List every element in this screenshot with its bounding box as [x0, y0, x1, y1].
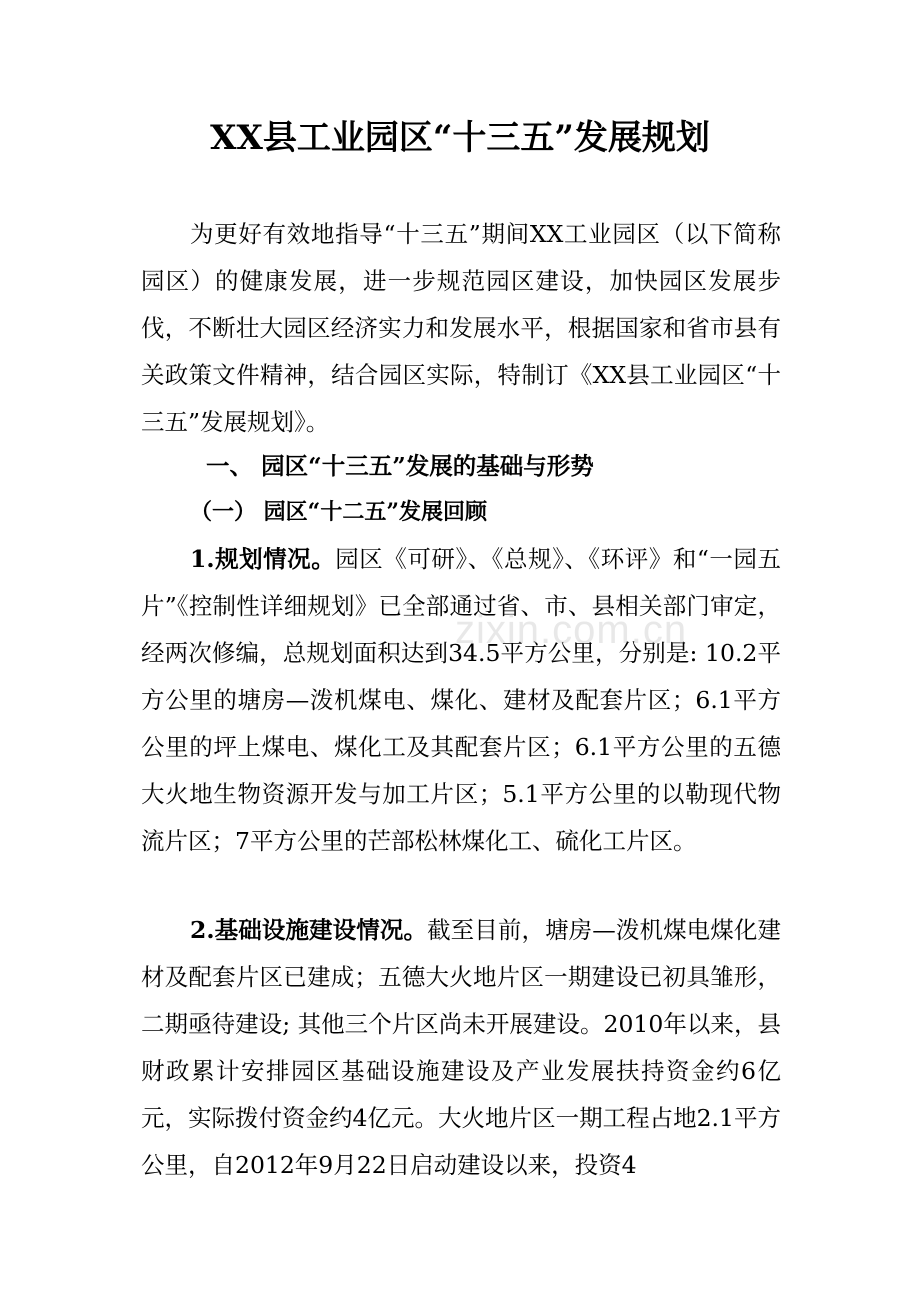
infrastructure-lead: 2.基础设施建设情况。	[190, 916, 428, 944]
section-heading: 一、 园区“十三五”发展的基础与形势	[206, 452, 594, 480]
planning-paragraph	[141, 536, 781, 865]
infrastructure-paragraph	[141, 907, 781, 1189]
planning-lead: 1.规划情况。	[190, 545, 336, 573]
document-title: XX县工业园区“十三五”发展规划	[210, 118, 710, 158]
infrastructure-text: 截至目前，塘房—泼机煤电煤化建材及配套片区已建成；五德大火地片区一期建设已初具雏形，二期亟待建设; 其他三个片区尚未开展建设。2010年以来，县财政累计安排园区基础设施建设及产业发展扶持资金约6亿元，实际拨付资金约4亿元。大火地片区一期工程占地2.1平方公里，自2012年9月22日启动建设以来，投资4	[141, 916, 781, 1179]
planning-text: 园区《可研》、《总规》、《环评》和“一园五片”《控制性详细规划》已全部通过省、市、县相关部门审定，经两次修编，总规划面积达到34.5平方公里，分别是: 10.2平方公里的塘房—泼机煤电、煤化、建材及配套片区；6.1平方公里的坪上煤电、煤化工及其配套片区；6.1平方公里的五德大火地生物资源开发与加工片区；5.1平方公里的以勒现代物流片区；7平方公里的芒部松林煤化工、硫化工片区。	[141, 545, 781, 855]
subsection-heading: （一） 园区“十二五”发展回顾	[190, 499, 487, 525]
watermark: zixin.com.cn	[455, 608, 688, 652]
intro-paragraph: 为更好有效地指导“十三五”期间XX工业园区（以下简称园区）的健康发展，进一步规范园区建设，加快园区发展步伐，不断壮大园区经济实力和发展水平，根据国家和省市县有关政策文件精神，结合园区实际，特制订《XX县工业园区“十三五”发展规划》。	[141, 220, 781, 436]
